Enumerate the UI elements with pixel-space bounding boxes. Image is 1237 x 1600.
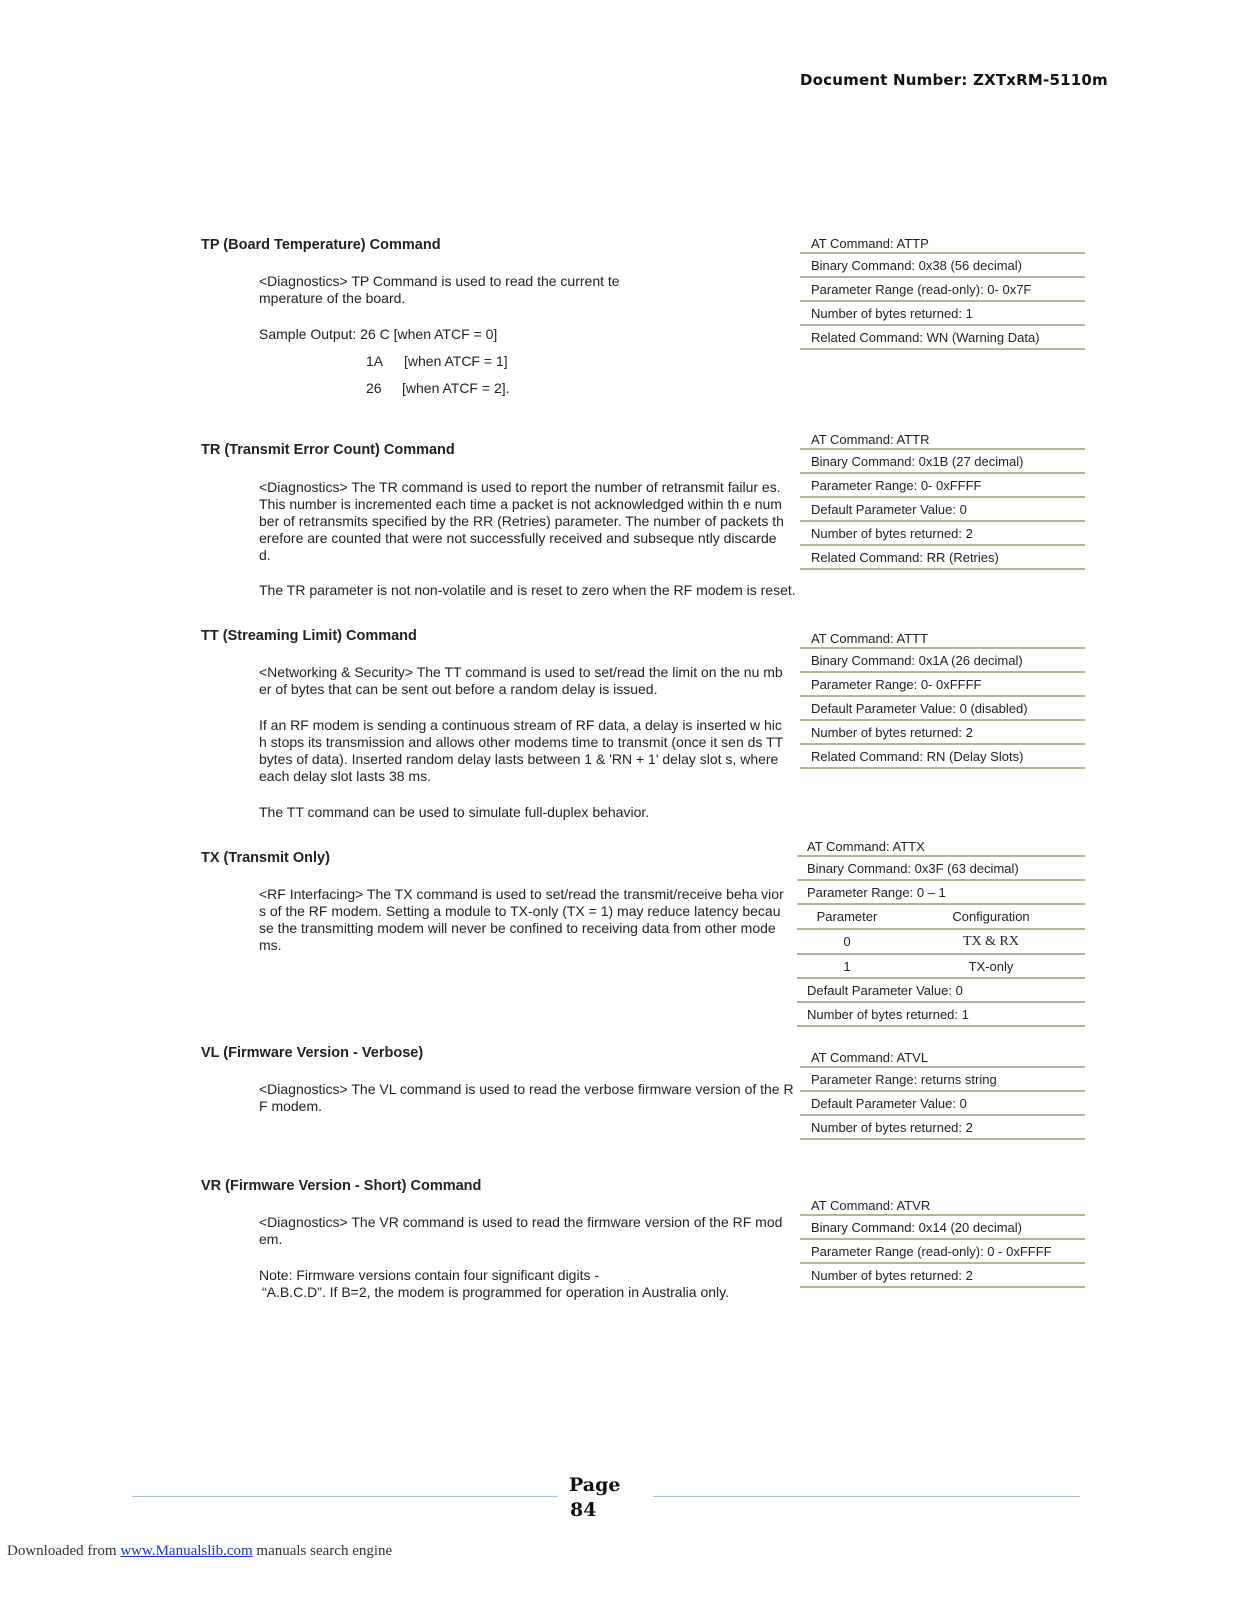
footer-rule-right: [653, 1496, 1080, 1497]
vr-table-row: AT Command: ATVR: [800, 1196, 1085, 1216]
tx-row-config: TX & RX: [963, 933, 1019, 949]
tp-table-row: Binary Command: 0x38 (56 decimal): [800, 254, 1085, 278]
tx-row-param: 0: [843, 934, 851, 949]
tp-sample-2-value: 26: [366, 380, 382, 396]
tx-description: <RF Interfacing> The TX command is used to set/read the transmit/receive beha viors of the RF modem. Setting a module to TX-only (TX = 1) may reduce latency because the transmitting modem will never be confined to receiving data from other modems.: [259, 886, 784, 953]
tt-table-row: Binary Command: 0x1A (26 decimal): [800, 649, 1085, 673]
tx-col-parameter: Parameter: [816, 909, 878, 924]
tp-sample-1-condition: [when ATCF = 1]: [404, 353, 508, 369]
tp-command-table: [800, 234, 1085, 350]
download-suffix: manuals search engine: [252, 1543, 393, 1559]
vr-description: <Diagnostics> The VR command is used to read the firmware version of the RF modem.: [259, 1214, 783, 1247]
tt-table-row: Number of bytes returned: 2: [800, 721, 1085, 745]
tp-description: <Diagnostics> TP Command is used to read the current temperature of the board.: [259, 273, 620, 306]
tp-sample-2-condition: [when ATCF = 2].: [402, 380, 510, 396]
tx-table-range: Parameter Range: 0 – 1: [797, 881, 1085, 905]
vr-table-row: Number of bytes returned: 2: [800, 1264, 1085, 1288]
tx-col-configuration: Configuration: [952, 909, 1030, 924]
tx-table-at: AT Command: ATTX: [797, 837, 1085, 857]
tx-row-param: 1: [843, 958, 851, 974]
tr-table-row: AT Command: ATTR: [800, 430, 1085, 450]
tx-table-bytes: Number of bytes returned: 1: [797, 1003, 1085, 1027]
vl-table-row: AT Command: ATVL: [800, 1048, 1085, 1068]
tt-description-2: If an RF modem is sending a continuous stream of RF data, a delay is inserted w hich stops its transmission and allows other modems time to transmit (once it sen ds TT bytes of data). Inserted random delay lasts between 1 & 'RN + 1' delay slot s, where each delay slot lasts 38 ms.: [259, 717, 783, 784]
tx-section-title: TX (Transmit Only): [201, 850, 330, 866]
tt-table-row: AT Command: ATTT: [800, 629, 1085, 649]
tr-command-table: [800, 430, 1085, 570]
page-number-value: 84: [570, 1499, 597, 1521]
tr-table-row: Default Parameter Value: 0: [800, 498, 1085, 522]
tr-description: <Diagnostics> The TR command is used to report the number of retransmit failur es. This number is incremented each time a packet is not acknowledged within th e number of retransmits specified by the RR (Retries) parameter. The number of packets therefore are counted that were not successfully received and subseque ntly discarded.: [259, 479, 784, 563]
vr-note-line-1: Note: Firmware versions contain four significant digits -: [259, 1267, 600, 1283]
tt-description-3: The TT command can be used to simulate full-duplex behavior.: [259, 804, 650, 820]
tp-table-row: Related Command: WN (Warning Data): [800, 326, 1085, 350]
tt-table-row: Parameter Range: 0- 0xFFFF: [800, 673, 1085, 697]
tt-description-1: <Networking & Security> The TT command is used to set/read the limit on the nu mber of bytes that can be sent out before a random delay is issued.: [259, 664, 783, 697]
tr-table-row: Binary Command: 0x1B (27 decimal): [800, 450, 1085, 474]
tp-sample-output: Sample Output: 26 C [when ATCF = 0]: [259, 326, 498, 342]
tr-table-row: Related Command: RR (Retries): [800, 546, 1085, 570]
vl-table-row: Number of bytes returned: 2: [800, 1116, 1085, 1140]
page-number: [569, 1473, 619, 1523]
tx-table-row: [797, 955, 1085, 979]
tx-row-config: TX-only: [968, 958, 1014, 974]
tp-table-row: AT Command: ATTP: [800, 234, 1085, 254]
tr-table-row: Number of bytes returned: 2: [800, 522, 1085, 546]
vr-section-title: VR (Firmware Version - Short) Command: [201, 1178, 482, 1194]
tp-sample-1-value: 1A: [366, 353, 384, 369]
tt-command-table: [800, 629, 1085, 769]
vr-table-row: Binary Command: 0x14 (20 decimal): [800, 1216, 1085, 1240]
tt-table-row: Related Command: RN (Delay Slots): [800, 745, 1085, 769]
tp-section-title: TP (Board Temperature) Command: [201, 237, 441, 253]
tp-table-row: Number of bytes returned: 1: [800, 302, 1085, 326]
tt-section-title: TT (Streaming Limit) Command: [201, 628, 417, 644]
tr-section-title: TR (Transmit Error Count) Command: [201, 442, 455, 458]
tx-table-binary: Binary Command: 0x3F (63 decimal): [797, 857, 1085, 881]
tx-table-row: [797, 930, 1085, 955]
tx-table-header-row: [797, 905, 1085, 930]
tt-table-row: Default Parameter Value: 0 (disabled): [800, 697, 1085, 721]
manualslib-link[interactable]: www.Manualslib.com: [120, 1543, 253, 1559]
vl-table-row: Parameter Range: returns string: [800, 1068, 1085, 1092]
tr-table-row: Parameter Range: 0- 0xFFFF: [800, 474, 1085, 498]
page-word: Page: [569, 1474, 621, 1496]
tx-table-default: Default Parameter Value: 0: [797, 979, 1085, 1003]
vr-table-row: Parameter Range (read-only): 0 - 0xFFFF: [800, 1240, 1085, 1264]
vl-description: <Diagnostics> The VL command is used to read the verbose firmware version of the RF modem.: [259, 1081, 794, 1114]
vr-note-line-2: “A.B.C.D”. If B=2, the modem is programmed for operation in Australia only.: [262, 1284, 729, 1300]
vl-table-row: Default Parameter Value: 0: [800, 1092, 1085, 1116]
tx-command-table: [797, 837, 1085, 1027]
vl-section-title: VL (Firmware Version - Verbose): [201, 1045, 424, 1061]
download-prefix: Downloaded from: [7, 1543, 121, 1559]
vr-command-table: [800, 1196, 1085, 1288]
vl-command-table: [800, 1048, 1085, 1140]
footer-rule-left: [132, 1496, 558, 1497]
tp-table-row: Parameter Range (read-only): 0- 0x7F: [800, 278, 1085, 302]
tr-note: The TR parameter is not non-volatile and is reset to zero when the RF modem is reset.: [259, 582, 796, 598]
download-notice: [7, 1543, 392, 1560]
document-number: Document Number: ZXTxRM-5110m: [800, 71, 1108, 89]
